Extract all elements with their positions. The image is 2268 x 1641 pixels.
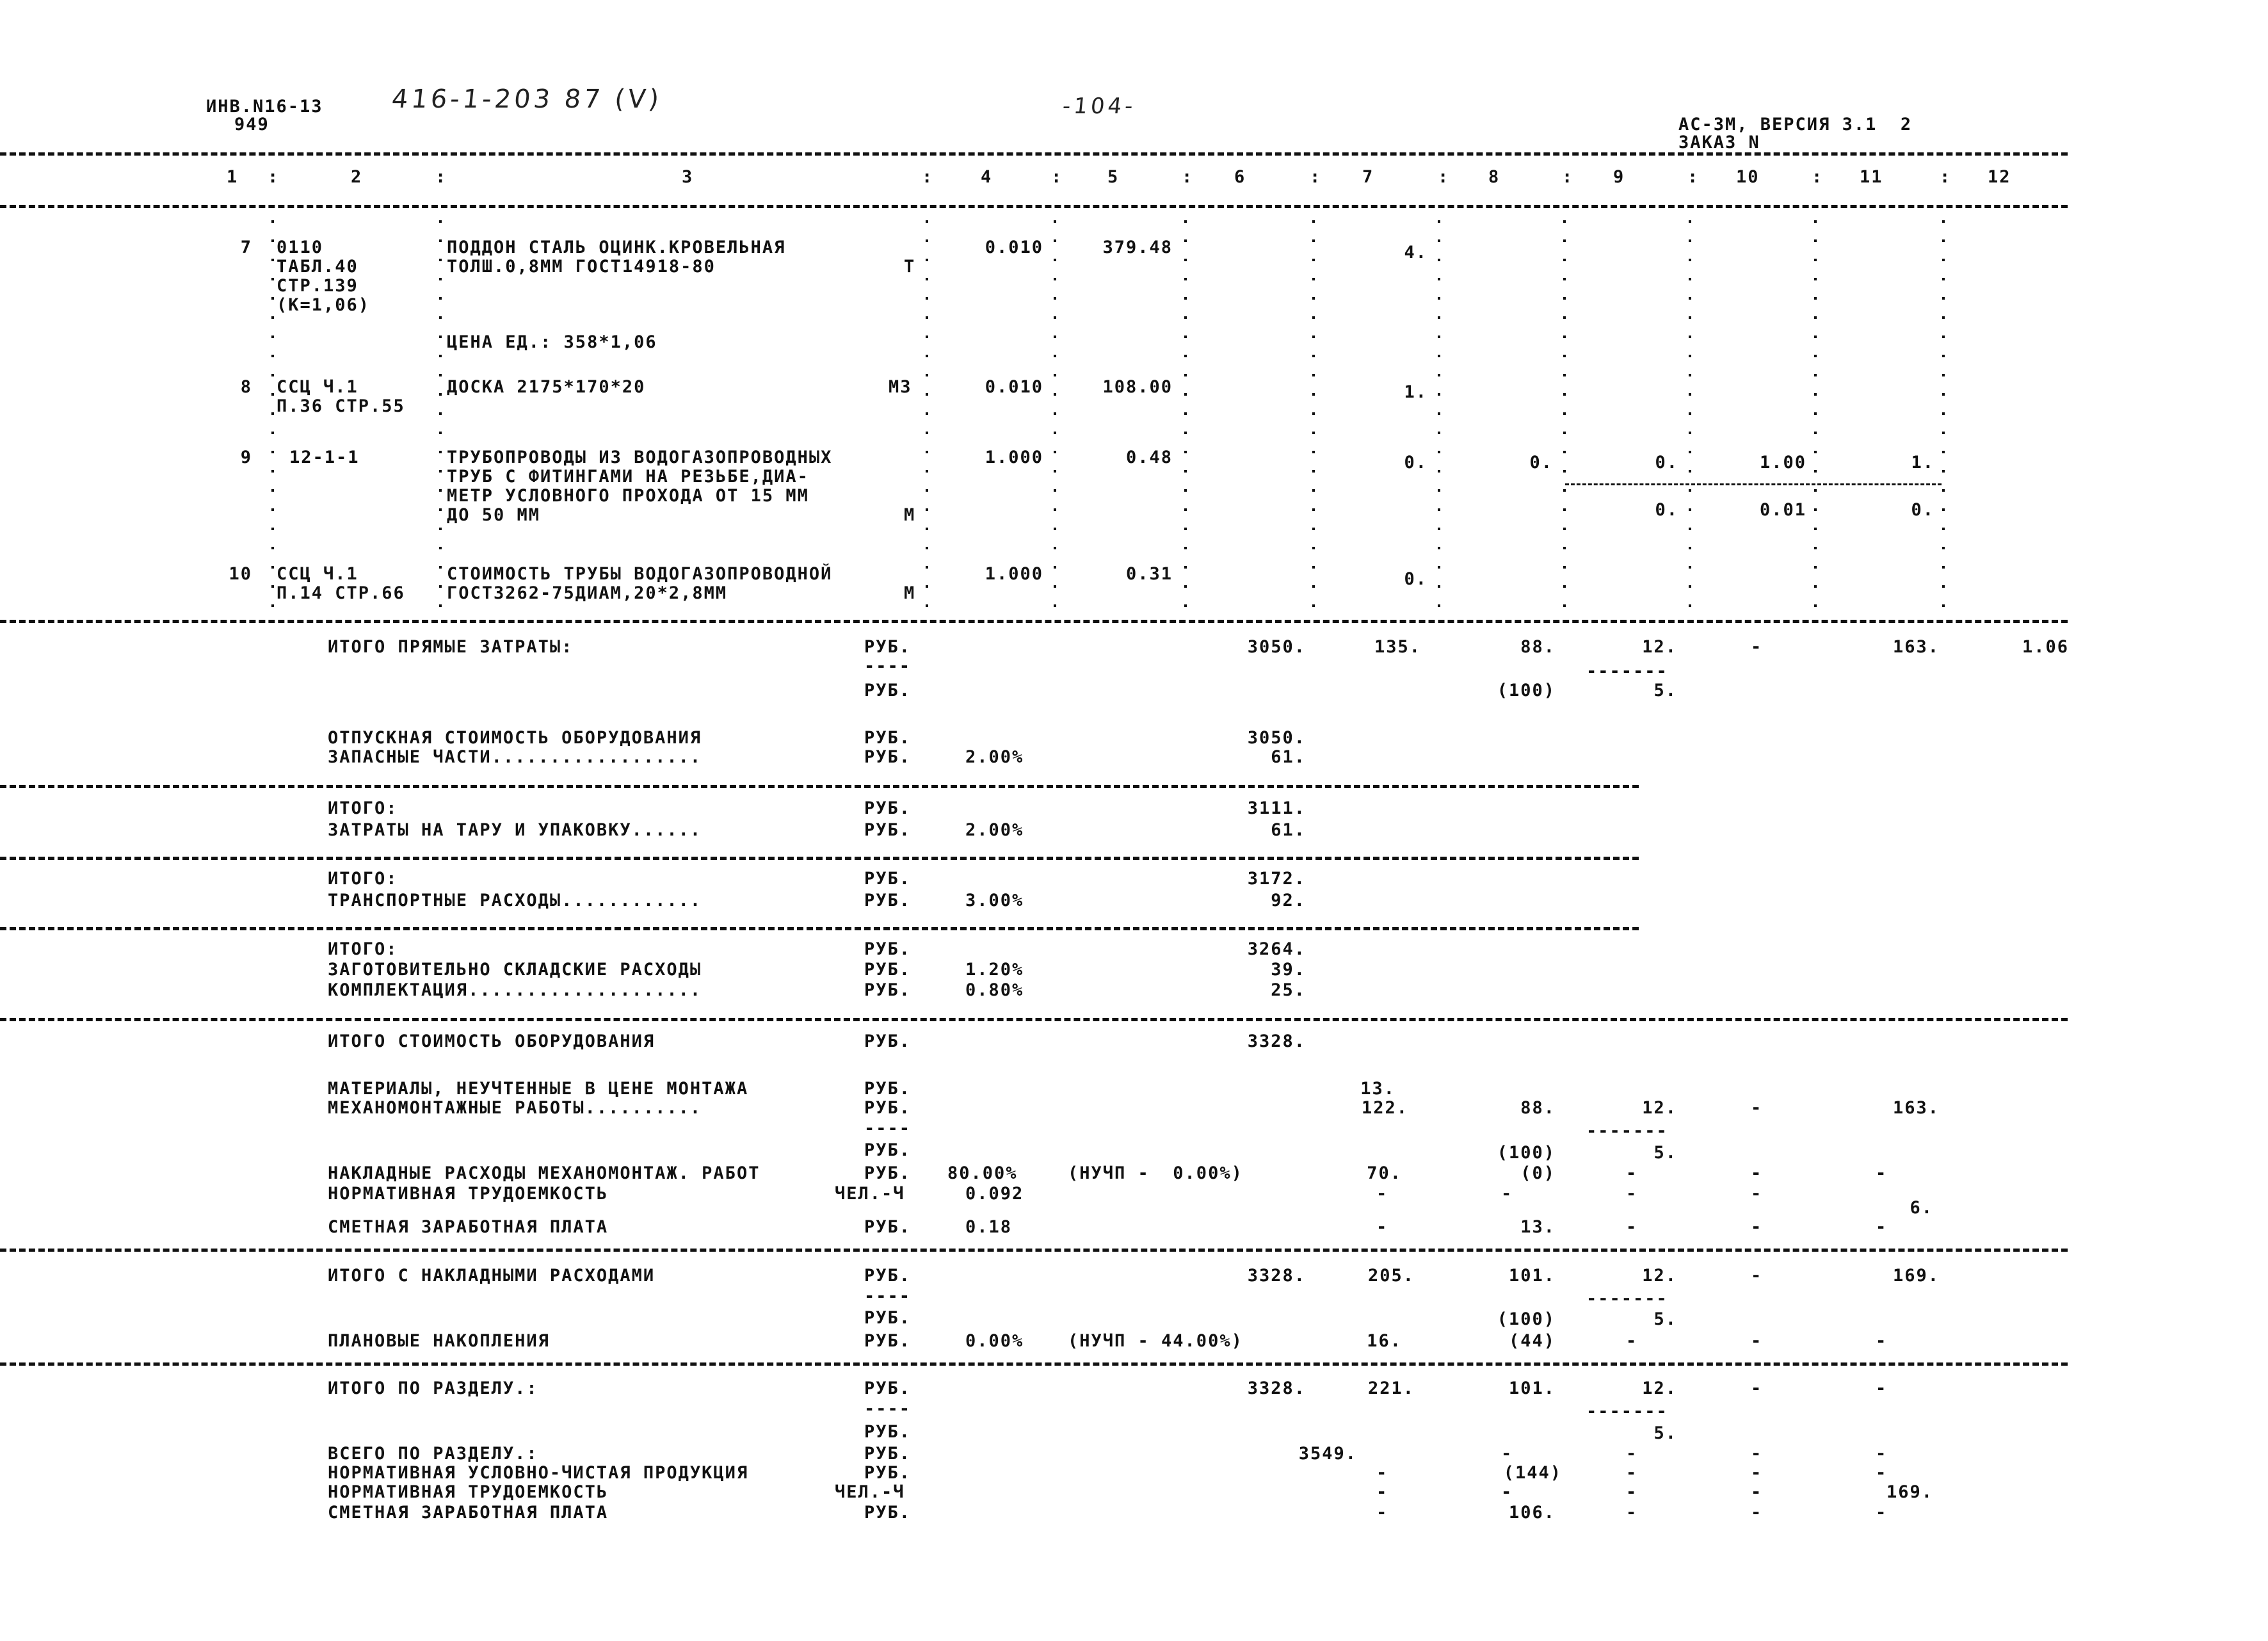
row-col7: 0.: [1404, 569, 1428, 589]
summary-col8: (0): [1520, 1163, 1556, 1183]
inventory-number-second-line: 949: [234, 115, 269, 134]
summary-label: ЗАГОТОВИТЕЛЬНО СКЛАДСКИЕ РАСХОДЫ: [328, 960, 702, 980]
summary-label: СМЕТНАЯ ЗАРАБОТНАЯ ПЛАТА: [328, 1217, 609, 1237]
column-separator: :: [1438, 167, 1450, 187]
row-quantity: 0.010: [985, 238, 1043, 257]
summary-col10: -: [1751, 1444, 1763, 1464]
summary-col8: (144): [1503, 1463, 1562, 1483]
summary-label: ИТОГО С НАКЛАДНЫМИ РАСХОДАМИ: [328, 1266, 655, 1286]
row-name: ДО 50 ММ: [447, 505, 541, 525]
summary-rule: [0, 1249, 2068, 1252]
summary-col9-sub: 5.: [1653, 1143, 1677, 1163]
summary-unit: РУБ.: [864, 681, 912, 700]
row-col8: 0.: [1529, 453, 1553, 473]
column-separator: :: [1310, 167, 1322, 187]
summary-col11: 6.: [1910, 1198, 1933, 1218]
column-separator: :: [1687, 167, 1700, 187]
summary-unit: РУБ.: [864, 960, 912, 980]
summary-unit: РУБ.: [864, 1163, 912, 1183]
summary-col11: -: [1876, 1503, 1888, 1523]
page-number: -104-: [1061, 93, 1138, 119]
column-number: 5: [1107, 167, 1120, 187]
row-code: 0110: [277, 238, 324, 257]
summary-col9: -: [1626, 1463, 1638, 1483]
summary-unit: РУБ.: [864, 891, 912, 910]
summary-rule: [0, 785, 1639, 788]
row-code: ТАБЛ.40: [277, 257, 358, 277]
summary-unit: РУБ.: [864, 1444, 912, 1464]
summary-col10: -: [1751, 1482, 1763, 1502]
row-code: ССЦ Ч.1: [277, 564, 358, 584]
summary-rule: [0, 857, 1639, 860]
summary-unit: РУБ.: [864, 728, 912, 748]
row-name: ТОЛШ.0,8ММ ГОСТ14918-80: [447, 257, 716, 277]
summary-col8: -: [1501, 1444, 1513, 1464]
summary-col7: 122.: [1361, 1098, 1408, 1118]
summary-col7: 205.: [1367, 1266, 1415, 1286]
row-number: 7: [240, 238, 252, 257]
row-code: П.36 СТР.55: [277, 396, 405, 416]
summary-rule: [0, 1362, 2068, 1366]
row-unit: М3: [889, 377, 912, 397]
row-unit-price: 379.48: [1102, 238, 1173, 257]
row-name: СТОИМОСТЬ ТРУБЫ ВОДОГАЗОПРОВОДНОЙ: [447, 564, 833, 584]
row-col9-sub: 0.: [1655, 500, 1678, 520]
summary-label: ПЛАНОВЫЕ НАКОПЛЕНИЯ: [328, 1331, 550, 1351]
summary-col7: 221.: [1367, 1378, 1415, 1398]
column-number: 9: [1613, 167, 1625, 187]
column-number: 11: [1860, 167, 1883, 187]
summary-label: ИТОГО СТОИМОСТЬ ОБОРУДОВАНИЯ: [328, 1031, 655, 1051]
summary-total: 3172.: [1247, 869, 1306, 889]
summary-col7: 70.: [1367, 1163, 1402, 1183]
row-quantity: 1.000: [985, 448, 1043, 467]
summary-col11: -: [1876, 1444, 1888, 1464]
row-unit: М: [904, 583, 916, 603]
summary-col7: -: [1376, 1217, 1388, 1237]
summary-total: 39.: [1271, 960, 1306, 980]
row-unit-price: 108.00: [1102, 377, 1173, 397]
summary-label: ИТОГО:: [328, 798, 398, 818]
summary-total: 3050.: [1247, 728, 1306, 748]
summary-label: ЗАПАСНЫЕ ЧАСТИ..................: [328, 747, 702, 767]
summary-col11: 169.: [1892, 1266, 1940, 1286]
summary-col10: -: [1751, 1331, 1763, 1351]
summary-col10: -: [1751, 637, 1763, 657]
row-col7: 0.: [1404, 453, 1428, 473]
summary-total: 3050.: [1247, 637, 1306, 657]
summary-col8: 88.: [1520, 1098, 1556, 1118]
row-col7: 4.: [1404, 243, 1428, 263]
summary-rate: 3.00%: [965, 891, 1024, 910]
summary-col9: -: [1626, 1503, 1638, 1523]
column-separator: :: [1940, 167, 1952, 187]
row-unit-price: 0.48: [1125, 448, 1173, 467]
summary-col10: -: [1751, 1378, 1763, 1398]
summary-total: 3328.: [1247, 1266, 1306, 1286]
summary-rate: 0.18: [965, 1217, 1013, 1237]
row-number: 9: [240, 448, 252, 467]
summary-unit-dash: ----: [864, 656, 912, 676]
summary-col9: -: [1626, 1444, 1638, 1464]
summary-unit: РУБ.: [864, 869, 912, 889]
column-number: 3: [682, 167, 694, 187]
summary-note: (НУЧП - 0.00%): [1068, 1163, 1243, 1183]
summary-label: КОМПЛЕКТАЦИЯ....................: [328, 980, 702, 1000]
summary-col7: 13.: [1360, 1079, 1395, 1099]
summary-label: НОРМАТИВНАЯ ТРУДОЕМКОСТЬ: [328, 1184, 609, 1204]
summary-col8: -: [1501, 1482, 1513, 1502]
summary-col10: -: [1751, 1217, 1763, 1237]
summary-col11: -: [1876, 1163, 1888, 1183]
summary-col9: 12.: [1642, 1098, 1677, 1118]
summary-unit: РУБ.: [864, 798, 912, 818]
summary-col9: 12.: [1642, 1378, 1677, 1398]
summary-col8: 101.: [1508, 1378, 1556, 1398]
row-col11-sub: 0.: [1911, 500, 1934, 520]
column-number: 8: [1488, 167, 1500, 187]
summary-unit-dash: ----: [864, 1286, 912, 1306]
summary-label: ОТПУСКНАЯ СТОИМОСТЬ ОБОРУДОВАНИЯ: [328, 728, 702, 748]
summary-rate: 0.00%: [965, 1331, 1024, 1351]
summary-col8: 101.: [1508, 1266, 1556, 1286]
summary-label: ТРАНСПОРТНЫЕ РАСХОДЫ............: [328, 891, 702, 910]
summary-unit: РУБ.: [864, 1217, 912, 1237]
summary-label: ИТОГО ПО РАЗДЕЛУ.:: [328, 1378, 538, 1398]
summary-label: ЗАТРАТЫ НА ТАРУ И УПАКОВКУ......: [328, 820, 702, 840]
column-separator: :: [268, 167, 280, 187]
summary-label: НАКЛАДНЫЕ РАСХОДЫ МЕХАНОМОНТАЖ. РАБОТ: [328, 1163, 760, 1183]
row-code: 12-1-1: [289, 448, 360, 467]
row-unit: Т: [904, 257, 916, 277]
summary-col8: (44): [1508, 1331, 1556, 1351]
summary-col7: -: [1376, 1463, 1388, 1483]
summary-col9: 12.: [1642, 637, 1677, 657]
summary-col10: -: [1751, 1098, 1763, 1118]
summary-rate: 0.092: [965, 1184, 1024, 1204]
summary-col9-dash: -------: [1586, 1121, 1668, 1141]
summary-unit: РУБ.: [864, 980, 912, 1000]
row-col11: 1.: [1911, 453, 1934, 473]
summary-col8: 106.: [1508, 1503, 1556, 1523]
summary-col12: 1.06: [2022, 637, 2069, 657]
summary-label: ВСЕГО ПО РАЗДЕЛУ.:: [328, 1444, 538, 1464]
summary-col11: 163.: [1892, 637, 1940, 657]
column-separator: :: [435, 167, 447, 187]
column-separator: :: [1562, 167, 1574, 187]
summary-rate: 2.00%: [965, 747, 1024, 767]
column-separator: :: [1182, 167, 1194, 187]
summary-unit: РУБ.: [864, 1031, 912, 1051]
summary-label: ИТОГО:: [328, 869, 398, 889]
row-name: ТРУБ С ФИТИНГАМИ НА РЕЗЬБЕ,ДИА-: [447, 467, 809, 487]
column-separator: :: [1051, 167, 1063, 187]
column-number: 2: [351, 167, 363, 187]
table-bottom-rule: [0, 620, 2068, 623]
row-col10-sub: 0.01: [1759, 500, 1806, 520]
summary-total: 92.: [1271, 891, 1306, 910]
summary-total: 61.: [1271, 747, 1306, 767]
summary-col11: -: [1876, 1463, 1888, 1483]
summary-unit: РУБ.: [864, 1098, 912, 1118]
summary-rate: 0.80%: [965, 980, 1024, 1000]
summary-label: МЕХАНОМОНТАЖНЫЕ РАБОТЫ..........: [328, 1098, 702, 1118]
order-number-label: ЗАКАЗ N: [1678, 133, 1760, 152]
row-code: П.14 СТР.66: [277, 583, 405, 603]
column-separator: :: [1812, 167, 1824, 187]
row-unit-price: 0.31: [1125, 564, 1173, 584]
row-name: МЕТР УСЛОВНОГО ПРОХОДА ОТ 15 ММ: [447, 486, 809, 506]
summary-rate: 1.20%: [965, 960, 1024, 980]
row-number: 8: [240, 377, 252, 397]
summary-col11: -: [1876, 1331, 1888, 1351]
summary-unit: РУБ.: [864, 1140, 912, 1160]
summary-col9: -: [1626, 1331, 1638, 1351]
summary-unit: РУБ.: [864, 939, 912, 959]
summary-col8: -: [1501, 1184, 1513, 1204]
summary-col10: -: [1751, 1163, 1763, 1183]
summary-col8-sub: (100): [1497, 1143, 1556, 1163]
summary-col9: -: [1626, 1217, 1638, 1237]
summary-unit: РУБ.: [864, 1463, 912, 1483]
summary-unit-dash: ----: [864, 1399, 912, 1419]
row-name: ПОДДОН СТАЛЬ ОЦИНК.КРОВЕЛЬНАЯ: [447, 238, 786, 257]
row-code: (К=1,06): [277, 295, 371, 315]
summary-unit: РУБ.: [864, 1079, 912, 1099]
summary-label: МАТЕРИАЛЫ, НЕУЧТЕННЫЕ В ЦЕНЕ МОНТАЖА: [328, 1079, 749, 1099]
row-quantity: 0.010: [985, 377, 1043, 397]
summary-total: 3328.: [1247, 1031, 1306, 1051]
column-number: 7: [1362, 167, 1374, 187]
summary-col8-sub: (100): [1497, 1309, 1556, 1329]
summary-total: 61.: [1271, 820, 1306, 840]
summary-col9: -: [1626, 1163, 1638, 1183]
summary-total: 25.: [1271, 980, 1306, 1000]
summary-rule: [0, 927, 1639, 930]
summary-col9: 12.: [1642, 1266, 1677, 1286]
summary-total: 3111.: [1247, 798, 1306, 818]
summary-col11: 163.: [1892, 1098, 1940, 1118]
row-unit: М: [904, 505, 916, 525]
summary-col10: -: [1751, 1503, 1763, 1523]
summary-col11: -: [1876, 1217, 1888, 1237]
summary-label: НОРМАТИВНАЯ ТРУДОЕМКОСТЬ: [328, 1482, 609, 1502]
column-number: 1: [227, 167, 239, 187]
column-number: 6: [1234, 167, 1246, 187]
column-number: 4: [981, 167, 993, 187]
summary-unit: РУБ.: [864, 1378, 912, 1398]
summary-unit: РУБ.: [864, 820, 912, 840]
row-quantity: 1.000: [985, 564, 1043, 584]
summary-col9-sub: 5.: [1653, 1309, 1677, 1329]
summary-col7: -: [1376, 1184, 1388, 1204]
summary-col7: -: [1376, 1503, 1388, 1523]
summary-col7: 135.: [1374, 637, 1421, 657]
summary-unit: ЧЕЛ.-Ч: [835, 1482, 905, 1502]
summary-col10: -: [1751, 1266, 1763, 1286]
summary-unit: РУБ.: [864, 1331, 912, 1351]
summary-col11: 169.: [1886, 1482, 1933, 1502]
row-name: ГОСТ3262-75ДИАМ,20*2,8ММ: [447, 583, 728, 603]
summary-rate: 80.00%: [947, 1163, 1018, 1183]
summary-col9: -: [1626, 1482, 1638, 1502]
column-number: 12: [1988, 167, 2011, 187]
summary-col9-dash: -------: [1586, 1289, 1668, 1309]
summary-unit: РУБ.: [864, 1308, 912, 1328]
summary-total: 3549.: [1298, 1444, 1357, 1464]
row-unit-price-note: ЦЕНА ЕД.: 358*1,06: [447, 332, 657, 352]
row-number: 10: [229, 564, 252, 584]
inventory-number: ИНВ.N16-13: [206, 97, 323, 117]
summary-unit: ЧЕЛ.-Ч: [835, 1184, 905, 1204]
summary-note: (НУЧП - 44.00%): [1068, 1331, 1243, 1351]
summary-col11: -: [1876, 1378, 1888, 1398]
summary-unit-dash: ----: [864, 1119, 912, 1138]
summary-unit: РУБ.: [864, 1422, 912, 1442]
summary-col9: -: [1626, 1184, 1638, 1204]
row-name: ТРУБОПРОВОДЫ ИЗ ВОДОГАЗОПРОВОДНЫХ: [447, 448, 833, 467]
summary-col7: -: [1376, 1482, 1388, 1502]
summary-label: ИТОГО ПРЯМЫЕ ЗАТРАТЫ:: [328, 637, 574, 657]
summary-total: 3328.: [1247, 1378, 1306, 1398]
column-separator: :: [922, 167, 934, 187]
row-col7: 1.: [1404, 382, 1428, 402]
summary-col8-sub: (100): [1497, 681, 1556, 700]
summary-label: ИТОГО:: [328, 939, 398, 959]
row-code: ССЦ Ч.1: [277, 377, 358, 397]
summary-label: СМЕТНАЯ ЗАРАБОТНАЯ ПЛАТА: [328, 1503, 609, 1523]
summary-unit: РУБ.: [864, 1503, 912, 1523]
handwritten-project-code: 416-1-203 87 (V): [390, 85, 664, 114]
summary-rule: [0, 1018, 2068, 1021]
summary-col9-sub: 5.: [1653, 1423, 1677, 1443]
summary-col7: 16.: [1367, 1331, 1402, 1351]
summary-col8: 88.: [1520, 637, 1556, 657]
row-col9: 0.: [1655, 453, 1678, 473]
column-number: 10: [1736, 167, 1760, 187]
row-code: СТР.139: [277, 276, 358, 296]
program-version: АС-3М, ВЕРСИЯ 3.1 2: [1678, 115, 1913, 134]
summary-label: НОРМАТИВНАЯ УСЛОВНО-ЧИСТАЯ ПРОДУКЦИЯ: [328, 1463, 749, 1483]
summary-col9-sub: 5.: [1653, 681, 1677, 700]
summary-rate: 2.00%: [965, 820, 1024, 840]
summary-col10: -: [1751, 1463, 1763, 1483]
row-name: ДОСКА 2175*170*20: [447, 377, 646, 397]
summary-total: 3264.: [1247, 939, 1306, 959]
summary-col10: -: [1751, 1184, 1763, 1204]
row-col10: 1.00: [1759, 453, 1806, 473]
summary-col9-dash: -------: [1586, 661, 1668, 681]
summary-col8: 13.: [1520, 1217, 1556, 1237]
summary-unit: РУБ.: [864, 637, 912, 657]
summary-unit: РУБ.: [864, 1266, 912, 1286]
summary-unit: РУБ.: [864, 747, 912, 767]
summary-col9-dash: -------: [1586, 1402, 1668, 1421]
